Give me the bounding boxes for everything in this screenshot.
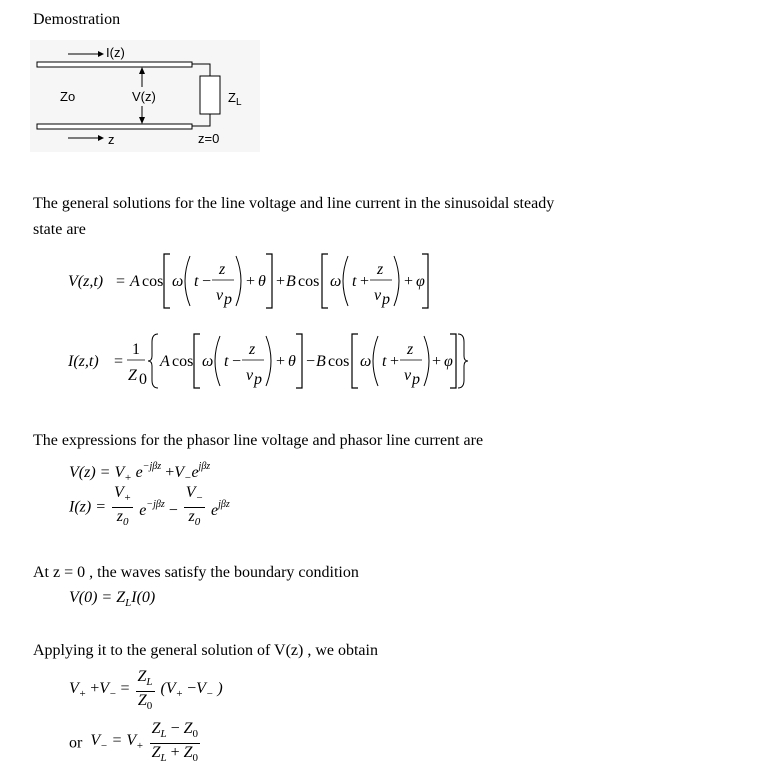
svg-text:θ: θ — [258, 273, 266, 290]
load-impedance — [200, 76, 220, 114]
svg-text:+: + — [276, 273, 286, 290]
svg-text:+: + — [404, 273, 414, 290]
paragraph-general-solutions-cont: state are — [33, 221, 86, 238]
svg-text:A: A — [130, 273, 140, 290]
section-title: Demostration — [33, 11, 121, 28]
svg-text:φ: φ — [416, 273, 425, 290]
svg-text:cos: cos — [142, 273, 164, 290]
paragraph-applying: Applying it to the general solution of V(z) , we obtain — [33, 642, 378, 659]
svg-text:A: A — [160, 353, 170, 370]
svg-text:−: − — [306, 353, 316, 370]
svg-text:=: = — [114, 353, 124, 370]
svg-text:−: − — [232, 353, 242, 370]
svg-text:+: + — [360, 273, 370, 290]
svg-text:z: z — [249, 341, 256, 358]
svg-text:t: t — [352, 273, 357, 290]
bottom-conductor — [37, 124, 192, 129]
paragraph-general-solutions: The general solutions for the line voltage and line current in the sinusoidal steady — [33, 195, 555, 212]
svg-text:1: 1 — [132, 341, 140, 358]
z-label: z — [108, 132, 115, 147]
svg-text:+: + — [246, 273, 256, 290]
svg-text:p: p — [382, 291, 390, 308]
svg-text:θ: θ — [288, 353, 296, 370]
svg-text:z: z — [377, 261, 384, 278]
top-conductor — [37, 62, 192, 67]
svg-text:cos: cos — [172, 353, 194, 370]
paragraph-boundary-condition: At z = 0 , the waves satisfy the boundary condition — [33, 564, 359, 581]
svg-text:cos: cos — [298, 273, 320, 290]
svg-text:I(z,t): I(z,t) — [68, 353, 99, 370]
svg-text:t: t — [224, 353, 229, 370]
svg-text:cos: cos — [328, 353, 350, 370]
paragraph-phasor-expressions: The expressions for the phasor line voltage and phasor line current are — [33, 432, 484, 449]
svg-text:B: B — [316, 353, 326, 370]
svg-text:z: z — [219, 261, 226, 278]
equation-reflected: or $V_- = V_+$ $\frac{Z_L - Z_0}{Z_L + Z_0}$ — [69, 720, 199, 764]
svg-text:ω: ω — [172, 273, 184, 290]
svg-text:ω: ω — [202, 353, 214, 370]
svg-text:B: B — [286, 273, 296, 290]
current-label: I(z) — [106, 45, 125, 60]
equation-boundary: $V(0) = Z_LI(0)$ — [69, 589, 156, 609]
voltage-label: V(z) — [132, 89, 156, 104]
svg-text:=: = — [116, 273, 126, 290]
zo-label: Zo — [60, 89, 76, 104]
svg-text:z: z — [407, 341, 414, 358]
equation-voltage-time — [66, 250, 446, 314]
svg-text:t: t — [194, 273, 199, 290]
svg-text:v: v — [246, 367, 254, 384]
equation-applied: $V_+ +V_-$ = $\frac{Z_L}{Z_0}$ ($V_+ -V_-$ ) — [69, 668, 223, 712]
svg-text:0: 0 — [139, 371, 147, 388]
svg-text:+: + — [432, 353, 442, 370]
svg-text:−: − — [202, 273, 212, 290]
svg-text:φ: φ — [444, 353, 453, 370]
load-label: $Z_L$ — [228, 90, 242, 108]
svg-text:t: t — [382, 353, 387, 370]
svg-text:p: p — [224, 291, 232, 308]
svg-text:p: p — [254, 371, 262, 388]
svg-text:v: v — [216, 287, 224, 304]
svg-text:Z: Z — [128, 367, 137, 384]
svg-text:ω: ω — [360, 353, 372, 370]
svg-text:V(z,t): V(z,t) — [68, 273, 104, 290]
equation-phasor-current: I(z) = $\frac{V_+}{z_0}$ $e^{-j\beta z}$ − $\frac{V_-}{z_0}$ $e^{j\beta z}$ — [69, 484, 230, 528]
z0-label: z=0 — [198, 131, 220, 146]
equation-current-time — [66, 330, 476, 394]
equation-phasor-voltage: $V(z) = V_+$ $e^{-j\beta z} +V_-e^{j\beta z}$ — [69, 461, 211, 484]
svg-text:+: + — [390, 353, 400, 370]
svg-text:ω: ω — [330, 273, 342, 290]
svg-text:v: v — [404, 367, 412, 384]
svg-text:+: + — [276, 353, 286, 370]
svg-text:v: v — [374, 287, 382, 304]
svg-text:p: p — [412, 371, 420, 388]
